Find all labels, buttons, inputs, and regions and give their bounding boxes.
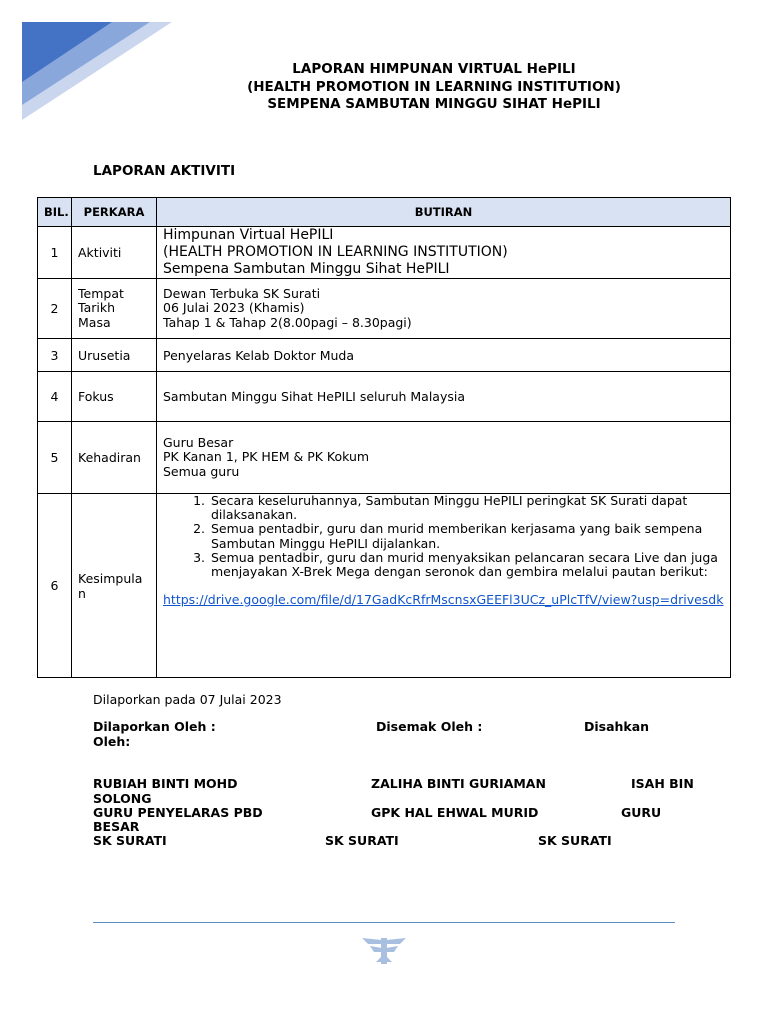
butiran-line: Tahap 1 & Tahap 2(8.00pagi – 8.30pagi) xyxy=(163,314,412,330)
butiran-line: (HEALTH PROMOTION IN LEARNING INSTITUTION) xyxy=(163,244,508,260)
signer-school-1: SK SURATI xyxy=(93,833,167,848)
row-perkara: Aktiviti xyxy=(72,227,157,279)
footer-logo-icon xyxy=(358,932,410,966)
kesimpulan-list xyxy=(163,494,724,579)
header-perkara: PERKARA xyxy=(72,198,157,227)
row-perkara: Kehadiran xyxy=(72,422,157,494)
row-bil: 1 xyxy=(38,227,72,279)
butiran-line: 06 Julai 2023 (Khamis) xyxy=(163,300,305,316)
row-bil: 6 xyxy=(38,494,72,678)
table-row xyxy=(38,494,731,678)
signer-name-1: RUBIAH BINTI MOHD xyxy=(93,776,238,791)
signer-name-3: ISAH BIN xyxy=(631,776,694,791)
signer-position-2: GPK HAL EHWAL MURID xyxy=(371,805,539,820)
row-butiran: Penyelaras Kelab Doktor Muda xyxy=(157,339,731,372)
title-line-1: LAPORAN HIMPUNAN VIRTUAL HePILI xyxy=(292,61,576,77)
list-item: 3. Semua pentadbir, guru dan murid menyaksikan pelancaran secara Live dan juga menjayakan X-Brek Mega dengan seronok dan gembira melalui pautan berikut: xyxy=(209,551,724,579)
row-bil: 3 xyxy=(38,339,72,372)
signer-position-1: GURU PENYELARAS PBD xyxy=(93,805,263,820)
list-item: 1. Secara keseluruhannya, Sambutan Minggu HePILI peringkat SK Surati dapat dilaksanakan. xyxy=(209,494,724,522)
butiran-line: Sempena Sambutan Minggu Sihat HePILI xyxy=(163,261,450,277)
table-header-row xyxy=(38,198,731,227)
row-bil: 4 xyxy=(38,372,72,422)
table-row xyxy=(38,227,731,279)
signer-school-3: SK SURATI xyxy=(538,833,612,848)
row-perkara: Urusetia xyxy=(72,339,157,372)
disahkan-label-cont: Oleh: xyxy=(93,734,131,749)
signer-name-2: ZALIHA BINTI GURIAMAN xyxy=(371,776,546,791)
butiran-line: Guru Besar xyxy=(163,434,234,450)
signer-position-3-cont: BESAR xyxy=(93,819,140,834)
table-row xyxy=(38,422,731,494)
row-bil: 5 xyxy=(38,422,72,494)
title-line-3: SEMPENA SAMBUTAN MINGGU SIHAT HePILI xyxy=(267,96,601,112)
reported-date: Dilaporkan pada 07 Julai 2023 xyxy=(93,692,282,707)
disahkan-label: Disahkan xyxy=(584,719,650,734)
butiran-line: Himpunan Virtual HePILI xyxy=(163,227,334,243)
activity-report-table xyxy=(37,197,731,678)
row-butiran xyxy=(157,227,731,279)
perkara-line: Tempat xyxy=(78,285,124,301)
footer-divider xyxy=(93,922,675,923)
signer-school-2: SK SURATI xyxy=(325,833,399,848)
butiran-line: Semua guru xyxy=(163,463,240,479)
row-butiran xyxy=(157,494,731,678)
row-perkara: Kesimpulan xyxy=(72,494,157,678)
row-perkara xyxy=(72,279,157,339)
report-title xyxy=(100,61,768,114)
row-bil: 2 xyxy=(38,279,72,339)
table-row xyxy=(38,372,731,422)
section-title: LAPORAN AKTIVITI xyxy=(93,163,236,179)
row-butiran xyxy=(157,422,731,494)
title-line-2: (HEALTH PROMOTION IN LEARNING INSTITUTION) xyxy=(247,78,621,95)
dilaporkan-oleh-label: Dilaporkan Oleh : xyxy=(93,719,216,734)
butiran-line: PK Kanan 1, PK HEM & PK Kokum xyxy=(163,449,370,465)
row-butiran xyxy=(157,279,731,339)
header-bil: BIL. xyxy=(38,198,72,227)
header-butiran: BUTIRAN xyxy=(157,198,731,227)
drive-link[interactable]: https://drive.google.com/file/d/17GadKcRfrMscnsxGEEFl3UCz_uPlcTfV/view?usp=drivesdk xyxy=(163,592,724,608)
table-row xyxy=(38,339,731,372)
signer-name-3-cont: SOLONG xyxy=(93,791,152,806)
row-perkara: Fokus xyxy=(72,372,157,422)
row-butiran: Sambutan Minggu Sihat HePILI seluruh Malaysia xyxy=(157,372,731,422)
list-item: 2. Semua pentadbir, guru dan murid memberikan kerjasama yang baik sempena Sambutan Minggu HePILI dijalankan. xyxy=(209,522,724,550)
table-row xyxy=(38,279,731,339)
perkara-line: Masa xyxy=(78,314,111,330)
signer-position-3: GURU xyxy=(621,805,662,820)
disemak-oleh-label: Disemak Oleh : xyxy=(376,719,483,734)
perkara-line: Tarikh xyxy=(78,300,115,316)
butiran-line: Dewan Terbuka SK Surati xyxy=(163,285,321,301)
